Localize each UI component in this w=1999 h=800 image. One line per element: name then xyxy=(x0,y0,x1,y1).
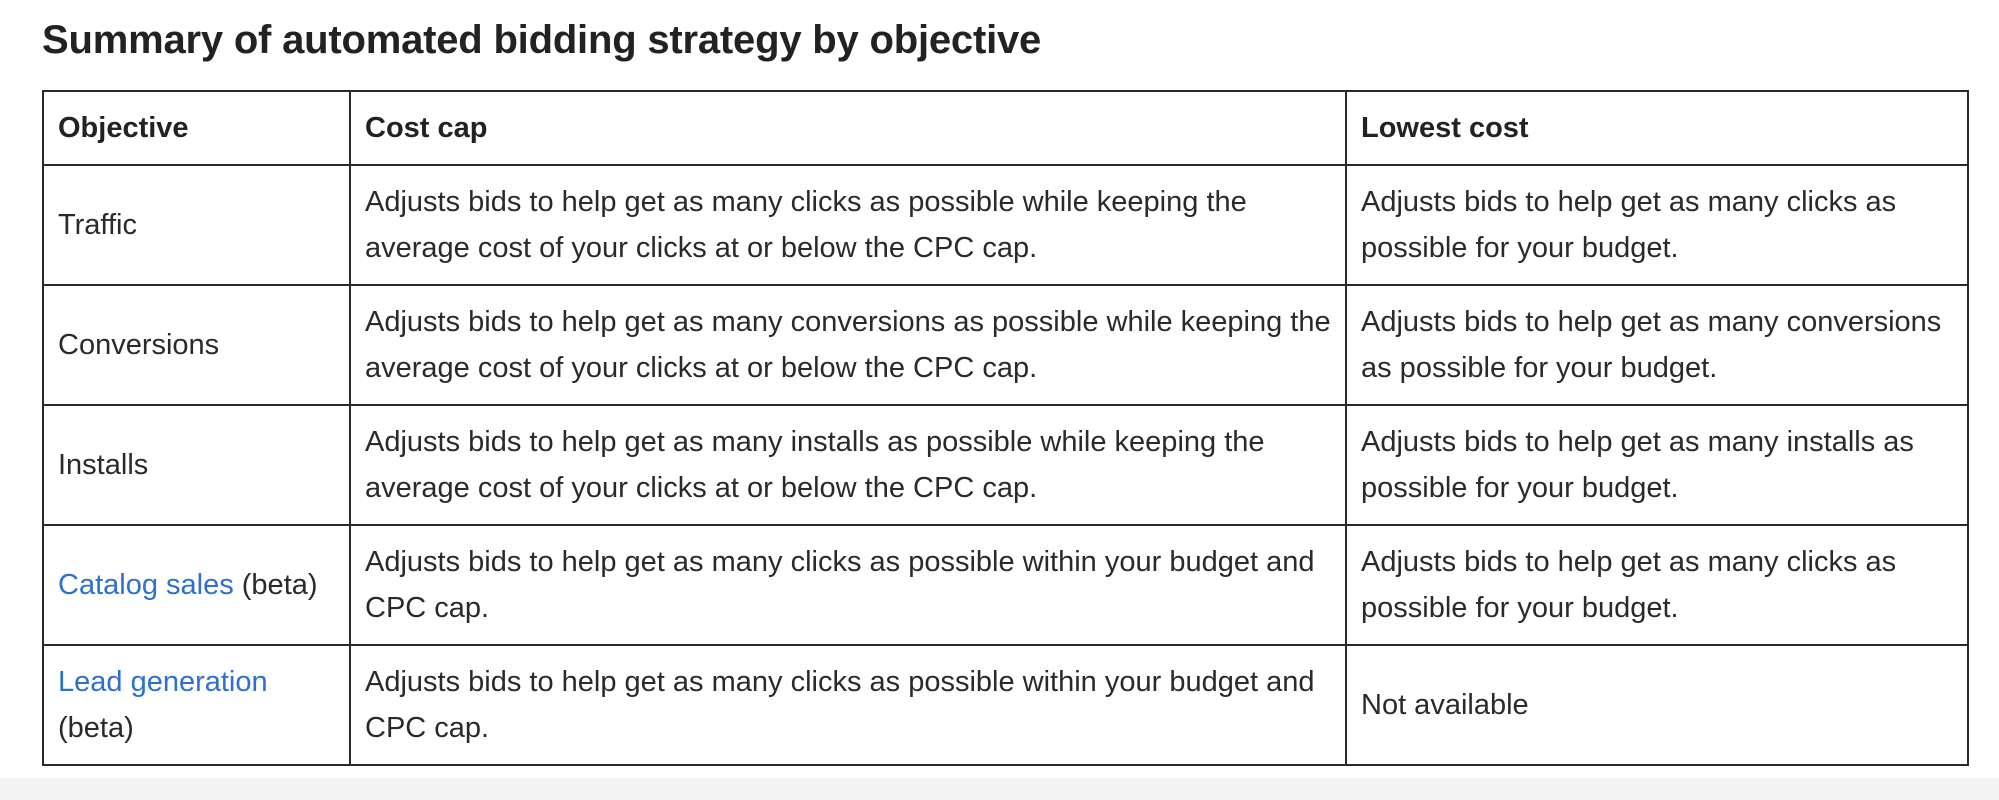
bottom-edge-bar xyxy=(0,778,1999,800)
cost-cap-cell: Adjusts bids to help get as many clicks as possible within your budget and CPC cap. xyxy=(350,525,1346,645)
table-row-catalog-sales xyxy=(43,525,1968,645)
lowest-cost-cell: Adjusts bids to help get as many clicks as possible for your budget. xyxy=(1346,165,1968,285)
header-lowest-cost: Lowest cost xyxy=(1346,91,1968,165)
table-row-traffic xyxy=(43,165,1968,285)
beta-label: (beta) xyxy=(58,712,134,744)
catalog-sales-link[interactable]: Catalog sales xyxy=(58,569,234,601)
objective-cell: Conversions xyxy=(43,285,350,405)
objective-cell xyxy=(43,645,350,765)
cost-cap-cell: Adjusts bids to help get as many conversions as possible while keeping the average cost of your clicks at or below the CPC cap. xyxy=(350,285,1346,405)
page-content xyxy=(42,14,1967,744)
table-header-row xyxy=(43,91,1968,165)
header-cost-cap: Cost cap xyxy=(350,91,1346,165)
table-row-installs xyxy=(43,405,1968,525)
lowest-cost-cell: Adjusts bids to help get as many clicks as possible for your budget. xyxy=(1346,525,1968,645)
lowest-cost-cell: Adjusts bids to help get as many installs as possible for your budget. xyxy=(1346,405,1968,525)
table-row-lead-generation xyxy=(43,645,1968,765)
objective-cell xyxy=(43,525,350,645)
page-title: Summary of automated bidding strategy by objective xyxy=(42,18,1042,62)
table-row-conversions xyxy=(43,285,1968,405)
objective-cell: Traffic xyxy=(43,165,350,285)
bidding-strategy-table xyxy=(42,90,1969,766)
objective-cell: Installs xyxy=(43,405,350,525)
cost-cap-cell: Adjusts bids to help get as many clicks as possible while keeping the average cost of your clicks at or below the CPC cap. xyxy=(350,165,1346,285)
header-objective: Objective xyxy=(43,91,350,165)
cost-cap-cell: Adjusts bids to help get as many installs as possible while keeping the average cost of your clicks at or below the CPC cap. xyxy=(350,405,1346,525)
beta-label: (beta) xyxy=(233,569,318,601)
lowest-cost-cell: Not available xyxy=(1346,645,1968,765)
lead-generation-link[interactable]: Lead generation xyxy=(58,666,268,698)
cost-cap-cell: Adjusts bids to help get as many clicks as possible within your budget and CPC cap. xyxy=(350,645,1346,765)
lowest-cost-cell: Adjusts bids to help get as many conversions as possible for your budget. xyxy=(1346,285,1968,405)
